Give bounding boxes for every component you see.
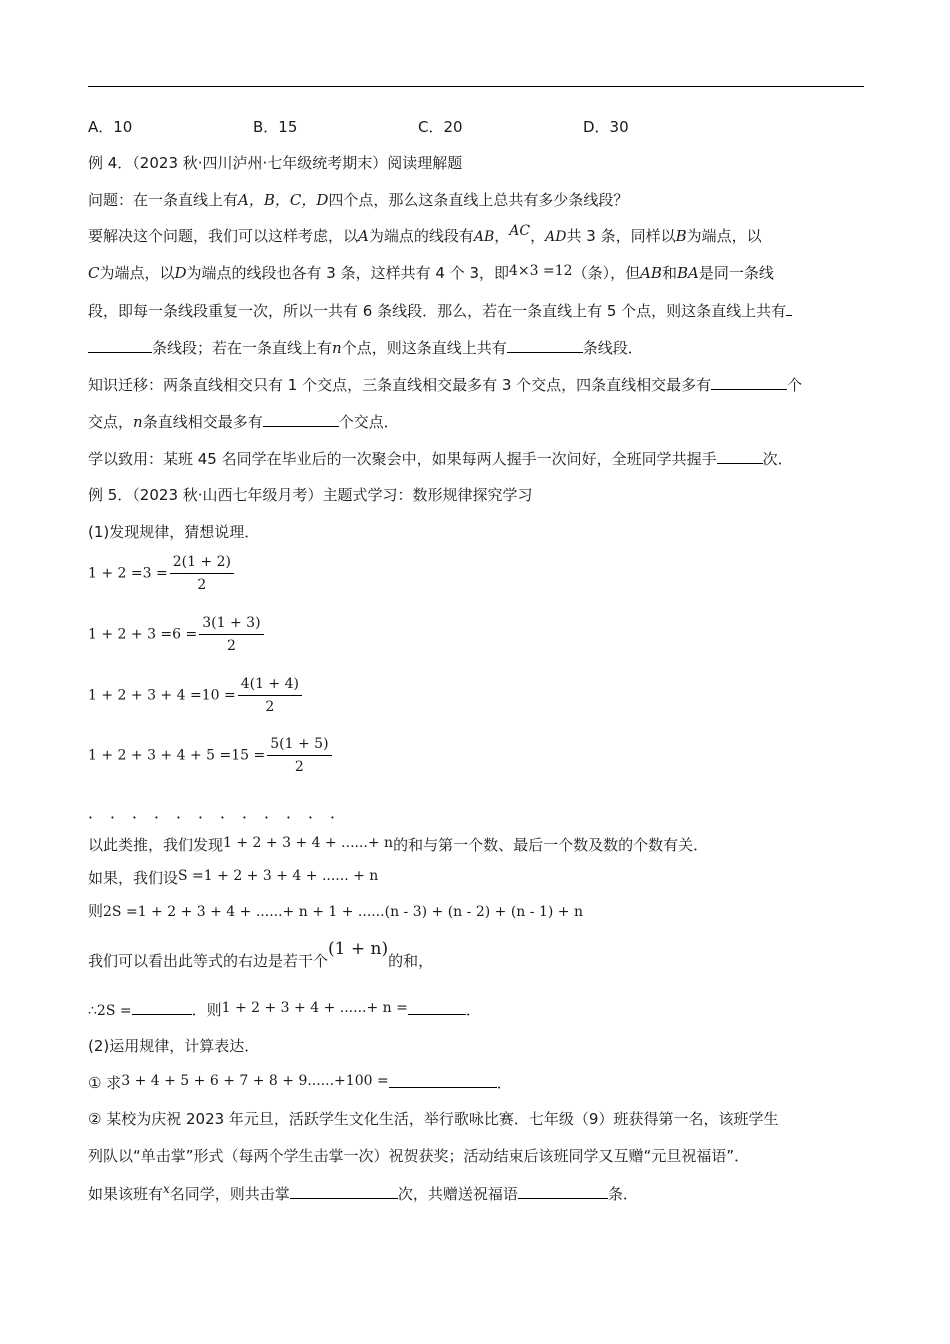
ex4-points: A，B，C，D xyxy=(238,191,329,209)
segment-ad: AD xyxy=(545,229,567,245)
fraction xyxy=(238,674,302,717)
fraction-denominator: 2 xyxy=(226,638,236,654)
ex4-application xyxy=(88,447,793,470)
ex4-para1-line4 xyxy=(88,336,643,359)
text: ① 求 xyxy=(88,1074,122,1092)
ex5-inference xyxy=(88,834,708,857)
answer-blank-n-points[interactable] xyxy=(507,336,583,353)
answer-blank-handshakes[interactable] xyxy=(717,447,763,464)
header-rule xyxy=(88,86,864,87)
text: 为端点，以 xyxy=(686,227,762,245)
text: 名同学，则共击掌 xyxy=(169,1185,290,1203)
ex5-therefore xyxy=(88,998,481,1022)
var-n: n xyxy=(332,339,342,357)
text: 个点，则这条直线上共有 xyxy=(341,339,507,357)
separator: ， xyxy=(530,227,546,245)
ex4-para1-line2 xyxy=(88,262,774,285)
ex5-part2-heading: (2)运用规律，计算表达． xyxy=(88,1037,260,1055)
equation-row xyxy=(88,674,302,717)
answer-blank-5-points[interactable] xyxy=(88,336,152,353)
fraction-numerator: 4(1 + 4) xyxy=(238,674,302,696)
answer-blank[interactable] xyxy=(786,299,792,316)
ex4-para1-line3 xyxy=(88,299,792,322)
answer-blank-sum[interactable] xyxy=(408,998,466,1015)
text: 段，即每一条线段重复一次，所以一共有 6 条线段．那么，若在一条直线上有 5 个点，则这条直线上共有 xyxy=(88,302,787,320)
equation-lhs: 1 + 2 + 3 + 4 =10 = xyxy=(88,687,236,704)
ex5-part1-heading: (1)发现规律，猜想说理． xyxy=(88,523,260,541)
ex4-knowledge-line1 xyxy=(88,373,802,396)
2s-expression: 2S =1 + 2 + 3 + 4 + ......+ n + 1 + ......(n - 3) + (n - 2) + (n - 1) + n xyxy=(103,904,583,920)
ex5-set-s xyxy=(88,867,378,890)
text: 是同一条线 xyxy=(698,264,774,282)
fraction xyxy=(170,552,234,595)
s-definition: S =1 + 2 + 3 + 4 + ...... + n xyxy=(178,868,379,884)
ex4-question-text: 问题：在一条直线上有 xyxy=(88,191,239,209)
answer-blank-4-lines[interactable] xyxy=(711,373,787,390)
equation-lhs: 1 + 2 + 3 =6 = xyxy=(88,626,198,643)
sum-expression: 1 + 2 + 3 + 4 + ......+ n xyxy=(223,835,394,851)
text: 和 xyxy=(661,264,677,282)
answer-blank-greetings[interactable] xyxy=(518,1182,608,1199)
equation-row xyxy=(88,552,234,595)
text: 的和与第一个数、最后一个数及数的个数有关． xyxy=(393,836,709,854)
text: 为端点的线段有 xyxy=(368,227,474,245)
text: 次． xyxy=(762,450,793,468)
text: 要解决这个问题，我们可以这样考虑，以 xyxy=(88,227,359,245)
ex5-calc2-line2: 列队以“单击掌”形式（每两个学生击掌一次）祝贺获奖；活动结束后该班同学又互赠“元旦祝福语”． xyxy=(88,1147,750,1165)
text: 条线段；若在一条直线上有 xyxy=(152,339,333,357)
text: 以此类推，我们发现 xyxy=(88,836,224,854)
text: ． xyxy=(496,1074,512,1092)
text: （条），但 xyxy=(572,264,641,282)
segment-ac: AC xyxy=(509,223,531,239)
fraction xyxy=(199,613,263,656)
fraction-denominator: 2 xyxy=(197,577,207,593)
text: 为端点，以 xyxy=(99,264,175,282)
ex5-title: 例 5．（2023 秋·山西七年级月考）主题式学习：数形规律探究学习 xyxy=(88,486,533,504)
equation-row xyxy=(88,734,332,777)
ex4-title: 例 4．（2023 秋·四川泸州·七年级统考期末）阅读理解题 xyxy=(88,154,463,172)
ex5-calc2-line1: ② 某校为庆祝 2023 年元旦，活跃学生文化生活，举行歌咏比赛．七年级（9）班获得第一名，该班学生 xyxy=(88,1110,779,1128)
text: 学以致用：某班 45 名同学在毕业后的一次聚会中，如果每两人握手一次问好，全班同学共握手 xyxy=(88,450,717,468)
fraction-numerator: 5(1 + 5) xyxy=(267,734,331,756)
ex5-then-2s xyxy=(88,900,583,923)
ex4-question-text-b: 四个点，那么这条直线上总共有多少条线段？ xyxy=(328,191,629,209)
var-a: A xyxy=(358,227,369,245)
sum-3-to-100: 3 + 4 + 5 + 6 + 7 + 8 + 9......+100 = xyxy=(121,1073,389,1089)
text: 条直线相交最多有 xyxy=(142,413,263,431)
text: 交点， xyxy=(88,413,134,431)
var-n: n xyxy=(133,413,143,431)
one-plus-n: (1 + n) xyxy=(328,939,389,959)
var-c: C xyxy=(88,264,100,282)
separator: ， xyxy=(494,227,510,245)
answer-blank-claps[interactable] xyxy=(290,1182,398,1199)
equation-lhs: 1 + 2 =3 = xyxy=(88,565,168,582)
var-d: D xyxy=(174,264,187,282)
var-b: B xyxy=(675,227,687,245)
text: 则 xyxy=(88,902,104,920)
text: 次，共赠送祝福语 xyxy=(397,1185,518,1203)
segment-ba: BA xyxy=(676,264,699,282)
fraction-denominator: 2 xyxy=(265,699,275,715)
segment-ab: AB xyxy=(640,264,662,282)
choice-c: C．20 xyxy=(418,118,463,136)
choice-a: A．10 xyxy=(88,118,133,136)
ex4-knowledge-line2 xyxy=(88,410,399,433)
fraction-numerator: 2(1 + 2) xyxy=(170,552,234,574)
equation-4x3: 4×3 =12 xyxy=(509,263,573,279)
text: 如果，我们设 xyxy=(88,869,179,887)
text: 条． xyxy=(607,1185,638,1203)
sum-to-n: 1 + 2 + 3 + 4 + ......+ n = xyxy=(221,1000,408,1016)
ellipsis-dots: ．．．．．．．．．．．． xyxy=(88,803,361,822)
choice-b: B．15 xyxy=(253,118,298,136)
var-x: x xyxy=(163,1182,170,1196)
text: 为端点的线段也各有 3 条，这样共有 4 个 3，即 xyxy=(186,264,510,282)
segment-ab: AB xyxy=(473,229,495,245)
equation-row xyxy=(88,613,264,656)
ex5-calc2-line3 xyxy=(88,1182,638,1206)
answer-blank-n-lines[interactable] xyxy=(263,410,339,427)
therefore-2s: ∴2S = xyxy=(88,1003,132,1019)
ex5-observation xyxy=(88,939,434,972)
text: 知识迁移：两条直线相交只有 1 个交点，三条直线相交最多有 3 个交点，四条直线相交最多有 xyxy=(88,376,712,394)
answer-blank-sum-100[interactable] xyxy=(389,1071,497,1088)
ex4-para1-line1 xyxy=(88,225,762,248)
text: 我们可以看出此等式的右边是若干个 xyxy=(88,952,329,970)
text: ． xyxy=(465,1001,481,1019)
text: 个 xyxy=(787,376,803,394)
ex5-calc1 xyxy=(88,1071,512,1095)
ex4-question xyxy=(88,189,628,211)
choice-d: D．30 xyxy=(583,118,629,136)
fraction-denominator: 2 xyxy=(294,759,304,775)
fraction-numerator: 3(1 + 3) xyxy=(199,613,263,635)
text: ．则 xyxy=(191,1001,222,1019)
text: 如果该班有 xyxy=(88,1185,164,1203)
fraction xyxy=(267,734,331,777)
text: 的和， xyxy=(388,952,434,970)
text: 个交点． xyxy=(338,413,399,431)
text: 共 3 条，同样以 xyxy=(566,227,676,245)
answer-blank-2s[interactable] xyxy=(132,998,192,1015)
text: 条线段． xyxy=(582,339,643,357)
equation-lhs: 1 + 2 + 3 + 4 + 5 =15 = xyxy=(88,747,266,764)
